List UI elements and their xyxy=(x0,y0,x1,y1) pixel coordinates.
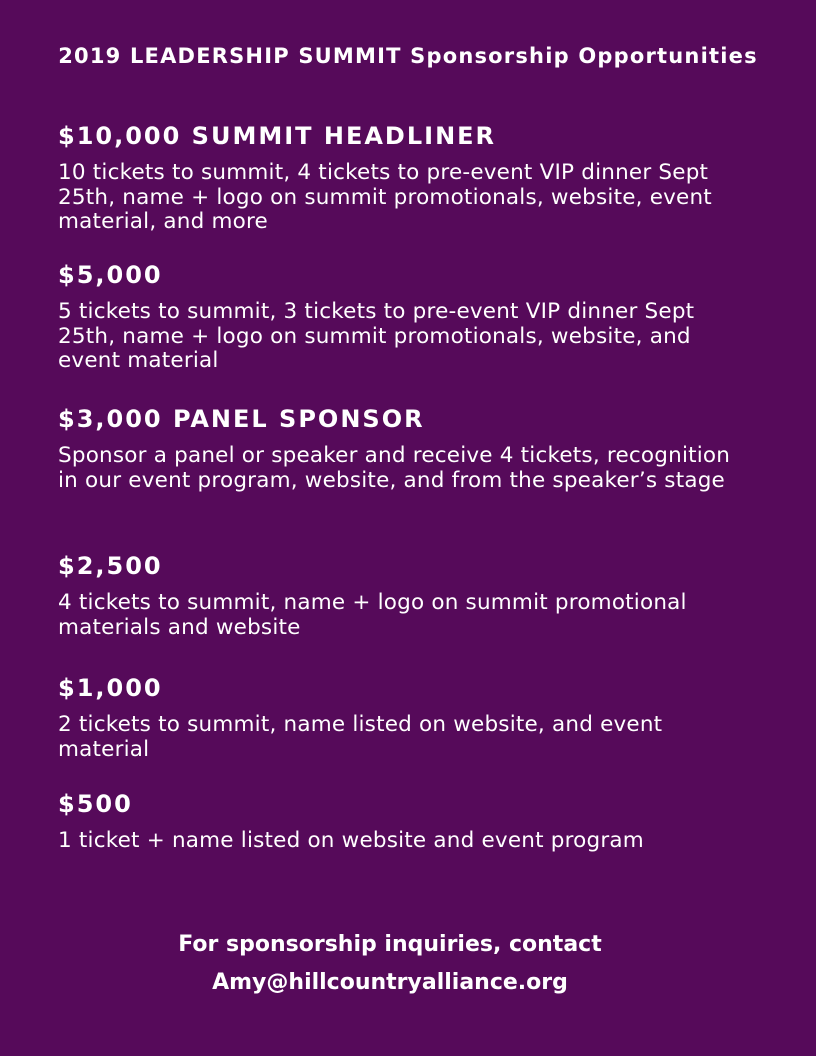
contact-block xyxy=(0,926,780,1002)
tier-description: 2 tickets to summit, name listed on website, and event material xyxy=(58,712,663,762)
page-title: 2019 LEADERSHIP SUMMIT Sponsorship Opportunities xyxy=(58,44,758,68)
tier-title: $5,000 xyxy=(58,261,163,289)
contact-prompt: For sponsorship inquiries, contact xyxy=(178,932,602,957)
tier-description: 4 tickets to summit, name + logo on summit promotional materials and website xyxy=(58,590,687,640)
tier-5000 xyxy=(58,260,738,374)
tier-500 xyxy=(58,789,738,854)
tier-description: 1 ticket + name listed on website and event program xyxy=(58,828,644,853)
tier-1000 xyxy=(58,673,738,762)
tier-description: 5 tickets to summit, 3 tickets to pre-event VIP dinner Sept 25th, name + logo on summit promotionals, website, and event material xyxy=(58,299,695,373)
tier-title: $3,000 PANEL SPONSOR xyxy=(58,405,425,433)
tier-title: $500 xyxy=(58,790,133,818)
tier-title: $10,000 SUMMIT HEADLINER xyxy=(58,122,497,150)
tier-title: $2,500 xyxy=(58,552,163,580)
contact-email: Amy@hillcountryalliance.org xyxy=(212,970,568,995)
tier-2500 xyxy=(58,551,738,640)
tier-title: $1,000 xyxy=(58,674,163,702)
tier-panel-sponsor xyxy=(58,404,738,493)
tier-headliner xyxy=(58,121,738,235)
tier-description: Sponsor a panel or speaker and receive 4 tickets, recognition in our event program, website, and from the speaker’s stage xyxy=(58,443,731,493)
tier-description: 10 tickets to summit, 4 tickets to pre-event VIP dinner Sept 25th, name + logo on summit promotionals, website, event material, and more xyxy=(58,160,712,234)
